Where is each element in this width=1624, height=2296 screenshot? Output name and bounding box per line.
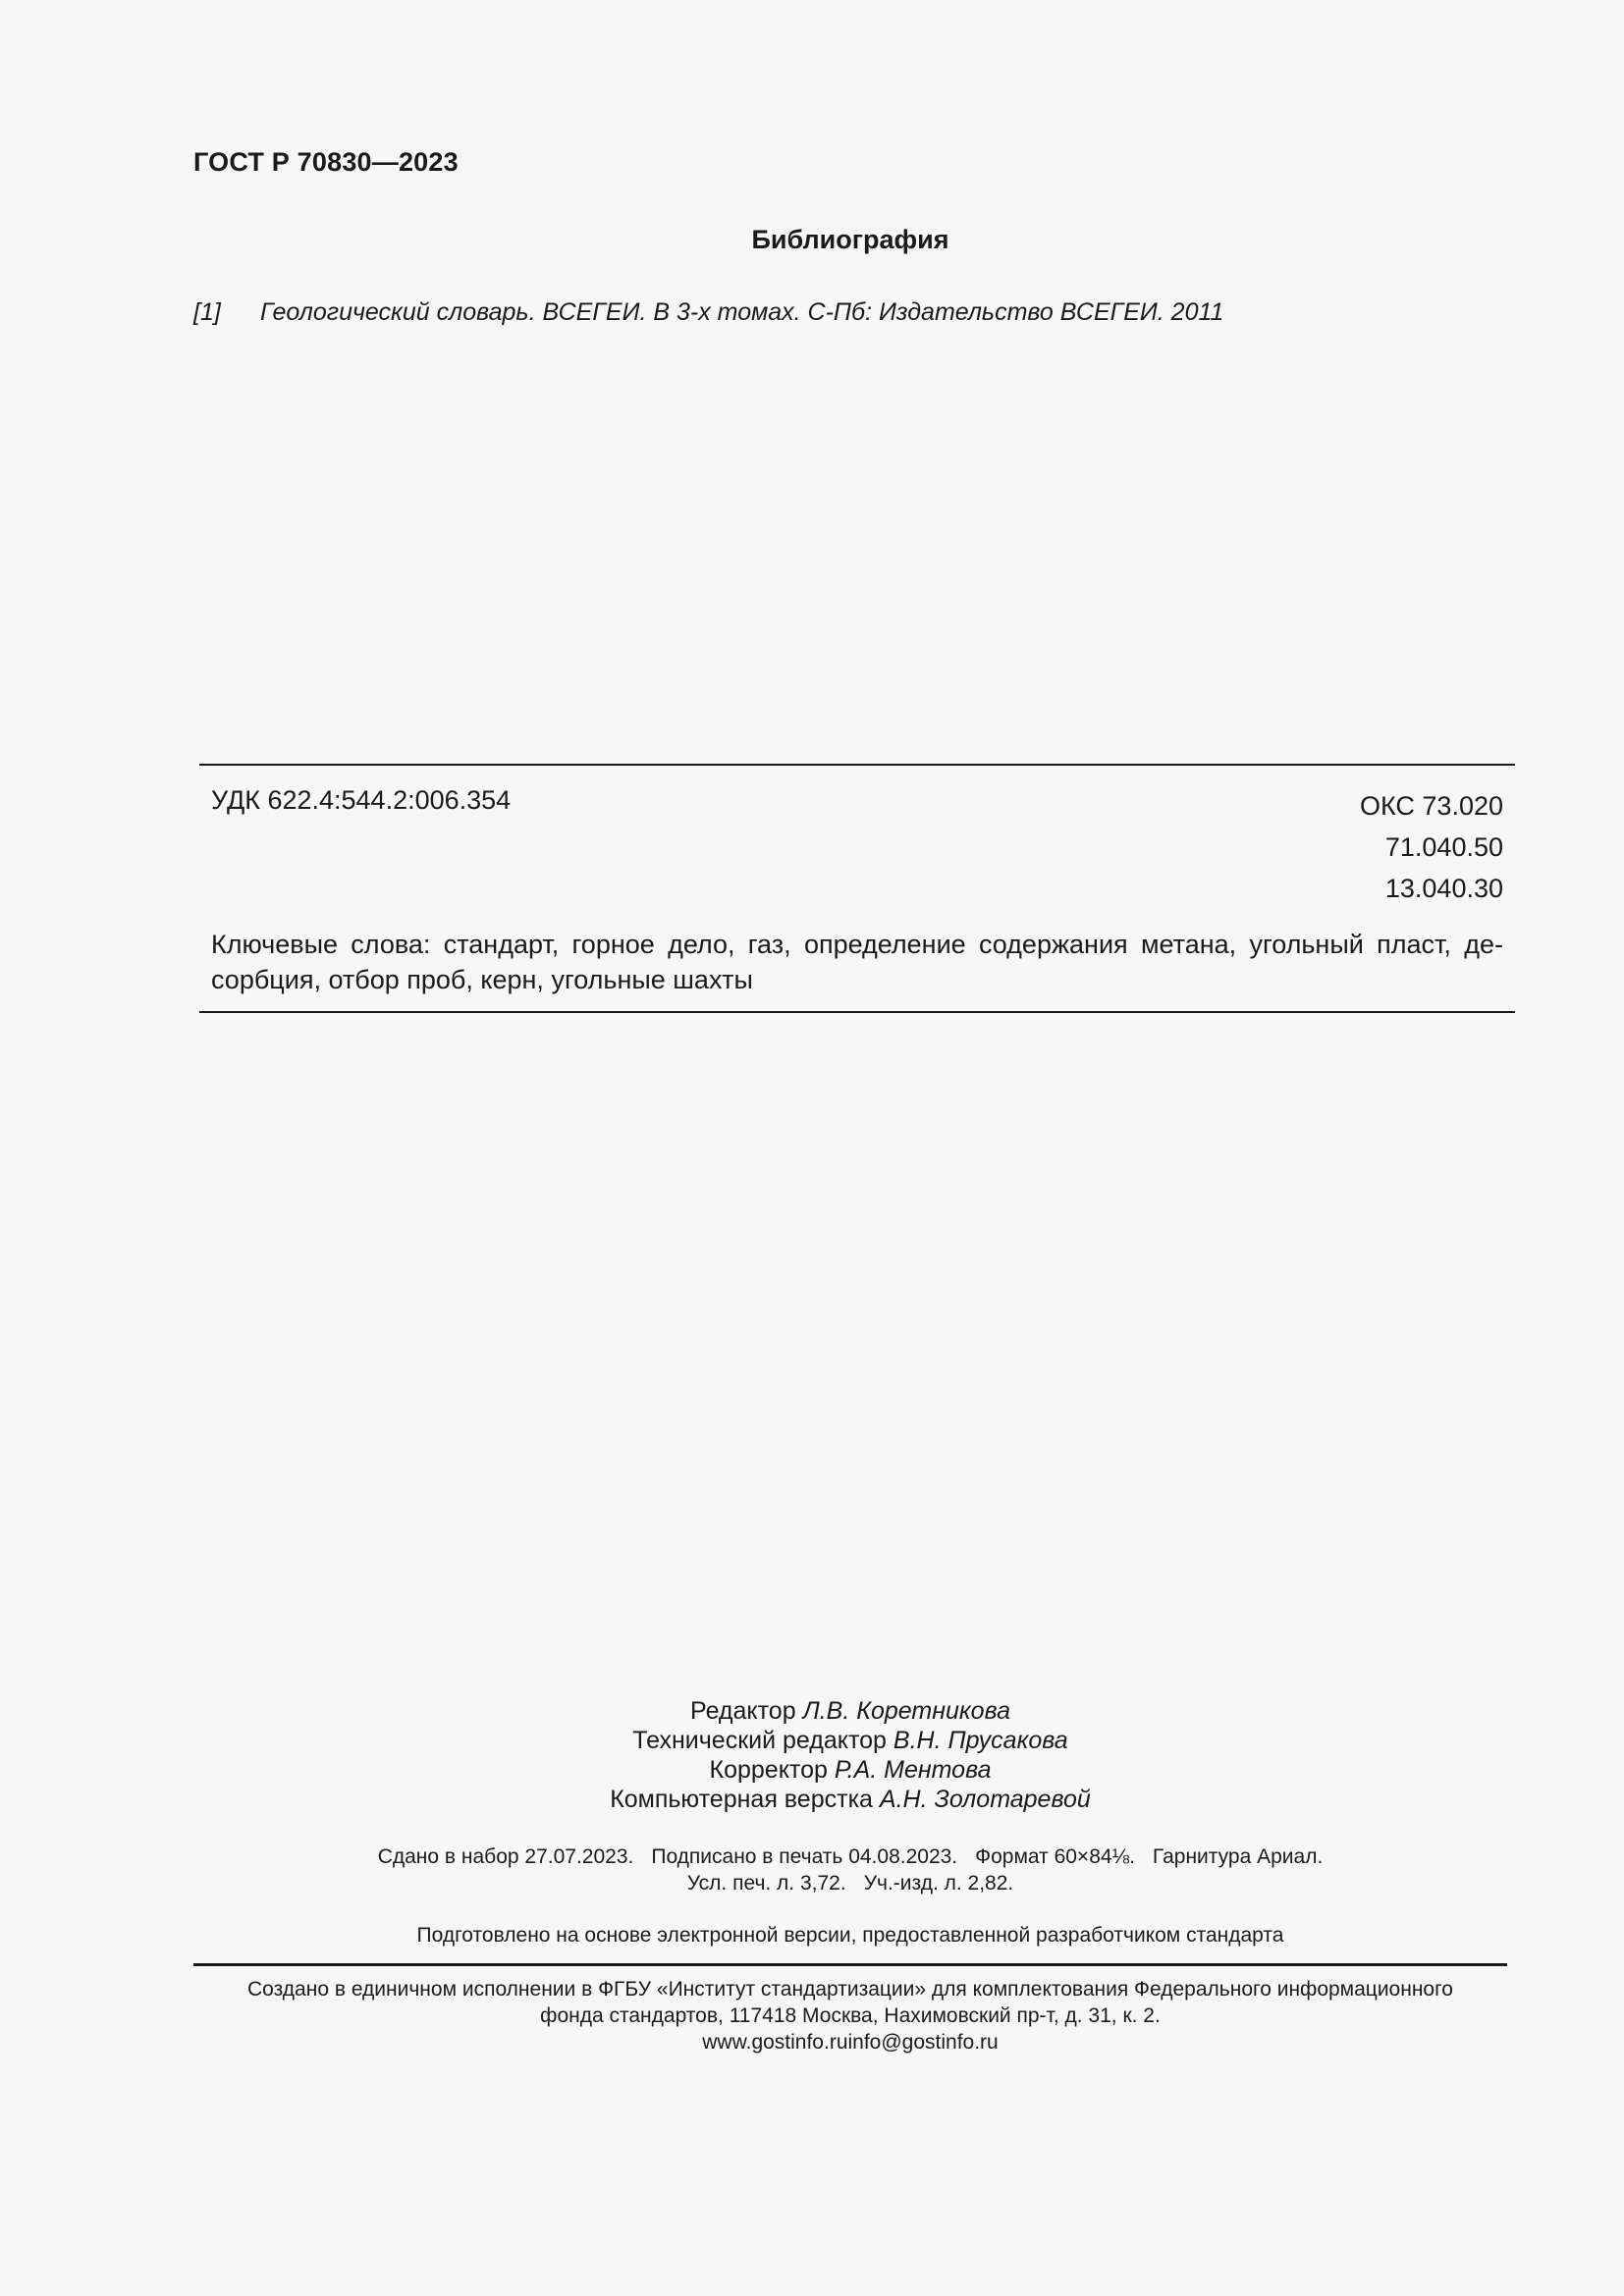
oks-code: 13.040.30 bbox=[1384, 874, 1503, 903]
keyword-word: определение bbox=[803, 930, 966, 959]
credit-role: Редактор bbox=[690, 1697, 796, 1725]
keyword-word: угольный bbox=[1249, 930, 1364, 959]
publisher-line-1: Создано в единичном исполнении в ФГБУ «Институт стандартизации» для комплектования Федерального информационного bbox=[247, 1978, 1453, 2001]
imprint-pub-sheets: Уч.-изд. л. 2,82. bbox=[863, 1872, 1014, 1895]
imprint-signed: Подписано в печать 04.08.2023. bbox=[651, 1845, 958, 1868]
keywords-line-2: сорбция, отбор проб, керн, угольные шахты bbox=[211, 965, 753, 994]
imprint-print-sheets: Усл. печ. л. 3,72. bbox=[686, 1872, 846, 1895]
credit-role: Компьютерная верстка bbox=[610, 1786, 873, 1813]
oks-code: 71.040.50 bbox=[1384, 832, 1503, 862]
bibliography-entry-text: Геологический словарь. ВСЕГЕИ. В 3-х томах. С-Пб: Издательство ВСЕГЕИ. 2011 bbox=[260, 298, 1224, 326]
keywords bbox=[211, 927, 1503, 997]
keyword-word: содержания bbox=[978, 930, 1128, 959]
publisher-info bbox=[0, 1976, 1624, 2056]
imprint-font: Гарнитура Ариал. bbox=[1152, 1845, 1324, 1868]
publisher-website-link[interactable]: www.gostinfo.ru bbox=[702, 2031, 848, 2054]
keyword-word: пласт, bbox=[1377, 930, 1451, 959]
imprint-line-1 bbox=[0, 1843, 1624, 1870]
credit-tech-editor bbox=[0, 1726, 1624, 1755]
credit-role: Технический редактор bbox=[632, 1727, 887, 1754]
keyword-word: слова: bbox=[351, 930, 431, 959]
oks-codes bbox=[1360, 785, 1503, 909]
document-code: ГОСТ Р 70830—2023 bbox=[193, 147, 459, 177]
keyword-word: метана, bbox=[1140, 930, 1237, 959]
imprint-sent: Сдано в набор 27.07.2023. bbox=[377, 1845, 634, 1868]
keywords-line-1 bbox=[211, 927, 1503, 962]
classification-block bbox=[199, 764, 1515, 1013]
oks-code: ОКС 73.020 bbox=[1359, 791, 1503, 821]
keyword-word: Ключевые bbox=[211, 930, 338, 959]
credit-name: А.Н. Золотаревой bbox=[879, 1786, 1091, 1813]
imprint-format: Формат 60×84⅛. bbox=[975, 1845, 1135, 1868]
bibliography-entry bbox=[193, 298, 1223, 327]
bibliography-title: Библиография bbox=[751, 225, 949, 254]
prepared-note: Подготовлено на основе электронной версии, предоставленной разработчиком стандарта bbox=[416, 1924, 1284, 1947]
credit-role: Корректор bbox=[709, 1756, 828, 1784]
credits bbox=[0, 1696, 1624, 1814]
imprint-line-2 bbox=[0, 1870, 1624, 1896]
divider bbox=[193, 1963, 1507, 1966]
keyword-word: горное bbox=[571, 930, 655, 959]
keyword-word: стандарт, bbox=[443, 930, 560, 959]
credit-name: В.Н. Прусакова bbox=[893, 1727, 1068, 1754]
credit-corrector bbox=[0, 1755, 1624, 1785]
imprint bbox=[0, 1843, 1624, 1896]
bibliography-entry-number: [1] bbox=[193, 298, 221, 326]
credit-name: Л.В. Коретникова bbox=[802, 1697, 1010, 1725]
credit-name: Р.А. Ментова bbox=[834, 1756, 992, 1784]
keyword-word: газ, bbox=[747, 930, 791, 959]
publisher-email-link[interactable]: info@gostinfo.ru bbox=[847, 2031, 999, 2054]
credit-editor bbox=[0, 1696, 1624, 1726]
keyword-word: дело, bbox=[668, 930, 735, 959]
publisher-line-2: фонда стандартов, 117418 Москва, Нахимовский пр-т, д. 31, к. 2. bbox=[540, 2004, 1161, 2027]
udk-code: УДК 622.4:544.2:006.354 bbox=[211, 785, 512, 815]
keyword-word: де- bbox=[1464, 930, 1503, 959]
publisher-contacts bbox=[0, 2029, 1624, 2056]
credit-layout bbox=[0, 1785, 1624, 1814]
